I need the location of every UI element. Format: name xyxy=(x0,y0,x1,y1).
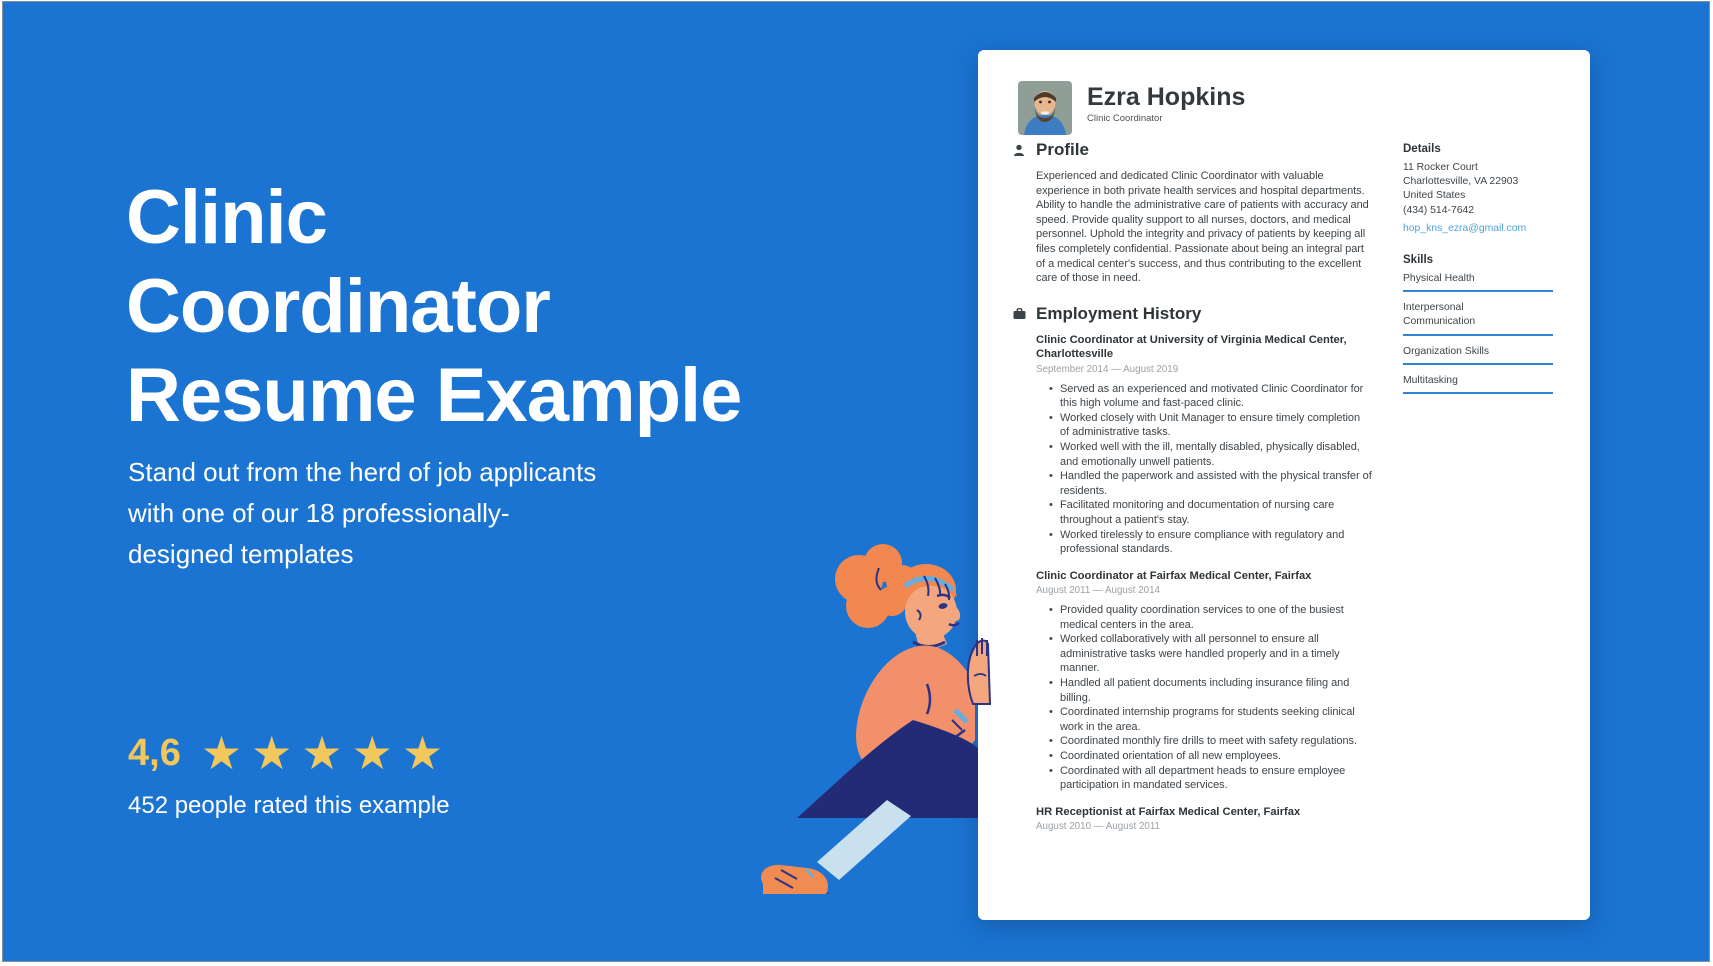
details-line: United States xyxy=(1403,190,1466,202)
candidate-name: Ezra Hopkins xyxy=(1087,83,1246,111)
job-entry xyxy=(1036,805,1372,832)
star-icon[interactable]: ★ xyxy=(301,727,343,779)
details-heading: Details xyxy=(1403,143,1441,155)
star-row xyxy=(200,727,452,779)
skill-label: Organization Skills xyxy=(1403,345,1490,357)
name-block xyxy=(1087,81,1245,135)
rating xyxy=(128,727,452,779)
job-entry xyxy=(1036,333,1372,557)
job-bullet: • Provided quality coordination services to one of the busiest medical centers in the area. xyxy=(1060,603,1372,632)
illustration-person xyxy=(741,534,991,894)
job-bullets xyxy=(1036,382,1372,557)
skill-item xyxy=(1403,374,1555,394)
resume-header xyxy=(1018,81,1245,135)
job-dates: September 2014 — August 2019 xyxy=(1036,363,1179,375)
skill-label: Physical Health xyxy=(1403,273,1475,285)
resume-side-column xyxy=(1403,143,1555,403)
skill-label: Interpersonal Communication xyxy=(1403,302,1476,328)
email-link[interactable]: hop_kns_ezra@gmail.com xyxy=(1403,222,1527,234)
avatar xyxy=(1018,81,1072,135)
job-entry xyxy=(1036,569,1372,793)
skills-list xyxy=(1403,272,1555,394)
job-bullets xyxy=(1036,603,1372,793)
job-bullet: • Coordinated internship programs for students seeking clinical work in the area. xyxy=(1060,705,1372,734)
details-line: Charlottesville, VA 22903 xyxy=(1403,176,1519,188)
rating-count: 452 people rated this example xyxy=(128,792,450,819)
page-title-line: Clinic xyxy=(126,174,327,260)
job-bullet: • Facilitated monitoring and documentation of nursing care throughout a patient's stay. xyxy=(1060,498,1372,527)
page-title-line: Coordinator xyxy=(126,263,550,349)
job-title: Clinic Coordinator at Fairfax Medical Center, Fairfax xyxy=(1036,569,1312,582)
briefcase-icon xyxy=(1012,308,1026,320)
person-icon xyxy=(1012,144,1026,157)
job-bullet: • Worked closely with Unit Manager to ensure timely completion of administrative tasks. xyxy=(1060,411,1372,440)
employment-section xyxy=(1036,304,1372,832)
job-bullet: • Served as an experienced and motivated Clinic Coordinator for this high volume and fast-paced clinic. xyxy=(1060,382,1372,411)
employment-heading: Employment History xyxy=(1036,303,1202,323)
details-line: (434) 514-7642 xyxy=(1403,204,1475,216)
details-lines xyxy=(1403,161,1555,218)
skill-level-bar xyxy=(1403,392,1553,394)
page-title xyxy=(126,173,741,440)
star-icon[interactable]: ★ xyxy=(251,727,293,779)
profile-section xyxy=(1036,140,1372,286)
job-bullet: • Coordinated monthly fire drills to meet with safety regulations. xyxy=(1060,734,1372,749)
skill-item xyxy=(1403,272,1555,292)
job-dates: August 2010 — August 2011 xyxy=(1036,821,1161,833)
candidate-title: Clinic Coordinator xyxy=(1087,113,1163,124)
profile-heading: Profile xyxy=(1036,140,1089,159)
jobs-list xyxy=(1036,333,1372,832)
skills-heading: Skills xyxy=(1403,254,1434,267)
job-title: Clinic Coordinator at University of Virginia Medical Center, Charlottesville xyxy=(1036,333,1347,361)
job-bullet: • Worked well with the ill, mentally disabled, physically disabled, and emotionally unwell patients. xyxy=(1060,440,1372,469)
page-title-line: Resume Example xyxy=(126,352,742,438)
page-subtitle: Stand out from the herd of job applicants with one of our 18 professionally-designed templates xyxy=(128,457,597,569)
job-bullet: • Coordinated with all department heads to ensure employee participation in mandated services. xyxy=(1060,764,1372,793)
rating-score: 4,6 xyxy=(128,731,181,774)
page-background xyxy=(2,1,1710,962)
profile-text: Experienced and dedicated Clinic Coordinator with valuable experience in both private health services and hospital departments. Ability to handle the administrative care of patients with accuracy and speed. Provide quality support to all nurses, doctors, and medical personnel. Uphold the integrity and privacy of patients by keeping all files completely confidential. Passionate about being an integral part of a medical center's success, and thus contributing to the excellent care of those in need. xyxy=(1036,170,1369,285)
job-title: HR Receptionist at Fairfax Medical Center, Fairfax xyxy=(1036,805,1301,818)
skill-level-bar xyxy=(1403,363,1553,365)
star-icon[interactable]: ★ xyxy=(200,727,243,779)
skill-item xyxy=(1403,301,1555,335)
resume-main-column xyxy=(1036,140,1372,839)
skill-item xyxy=(1403,345,1555,365)
skill-level-bar xyxy=(1403,290,1553,292)
details-block xyxy=(1403,143,1555,236)
star-icon[interactable]: ★ xyxy=(401,727,444,779)
star-icon[interactable]: ★ xyxy=(351,727,393,779)
details-line: 11 Rocker Court xyxy=(1403,162,1478,173)
job-bullet: • Handled the paperwork and assisted with the physical transfer of residents. xyxy=(1060,469,1372,498)
job-bullet: • Worked tirelessly to ensure compliance with regulatory and professional standards. xyxy=(1060,528,1372,557)
job-bullet: • Worked collaboratively with all personnel to ensure all administrative tasks were handled properly and in a timely manner. xyxy=(1060,632,1372,676)
resume-preview-card xyxy=(978,50,1590,920)
profile-section-header xyxy=(1012,140,1372,160)
job-bullet: • Coordinated orientation of all new employees. xyxy=(1060,749,1372,764)
skill-level-bar xyxy=(1403,334,1553,336)
job-dates: August 2011 — August 2014 xyxy=(1036,585,1161,597)
avatar-photo xyxy=(1018,81,1072,135)
job-bullet: • Handled all patient documents including insurance filing and billing. xyxy=(1060,676,1372,705)
employment-section-header xyxy=(1012,304,1372,324)
skills-block xyxy=(1403,254,1555,394)
skill-label: Multitasking xyxy=(1403,374,1458,386)
